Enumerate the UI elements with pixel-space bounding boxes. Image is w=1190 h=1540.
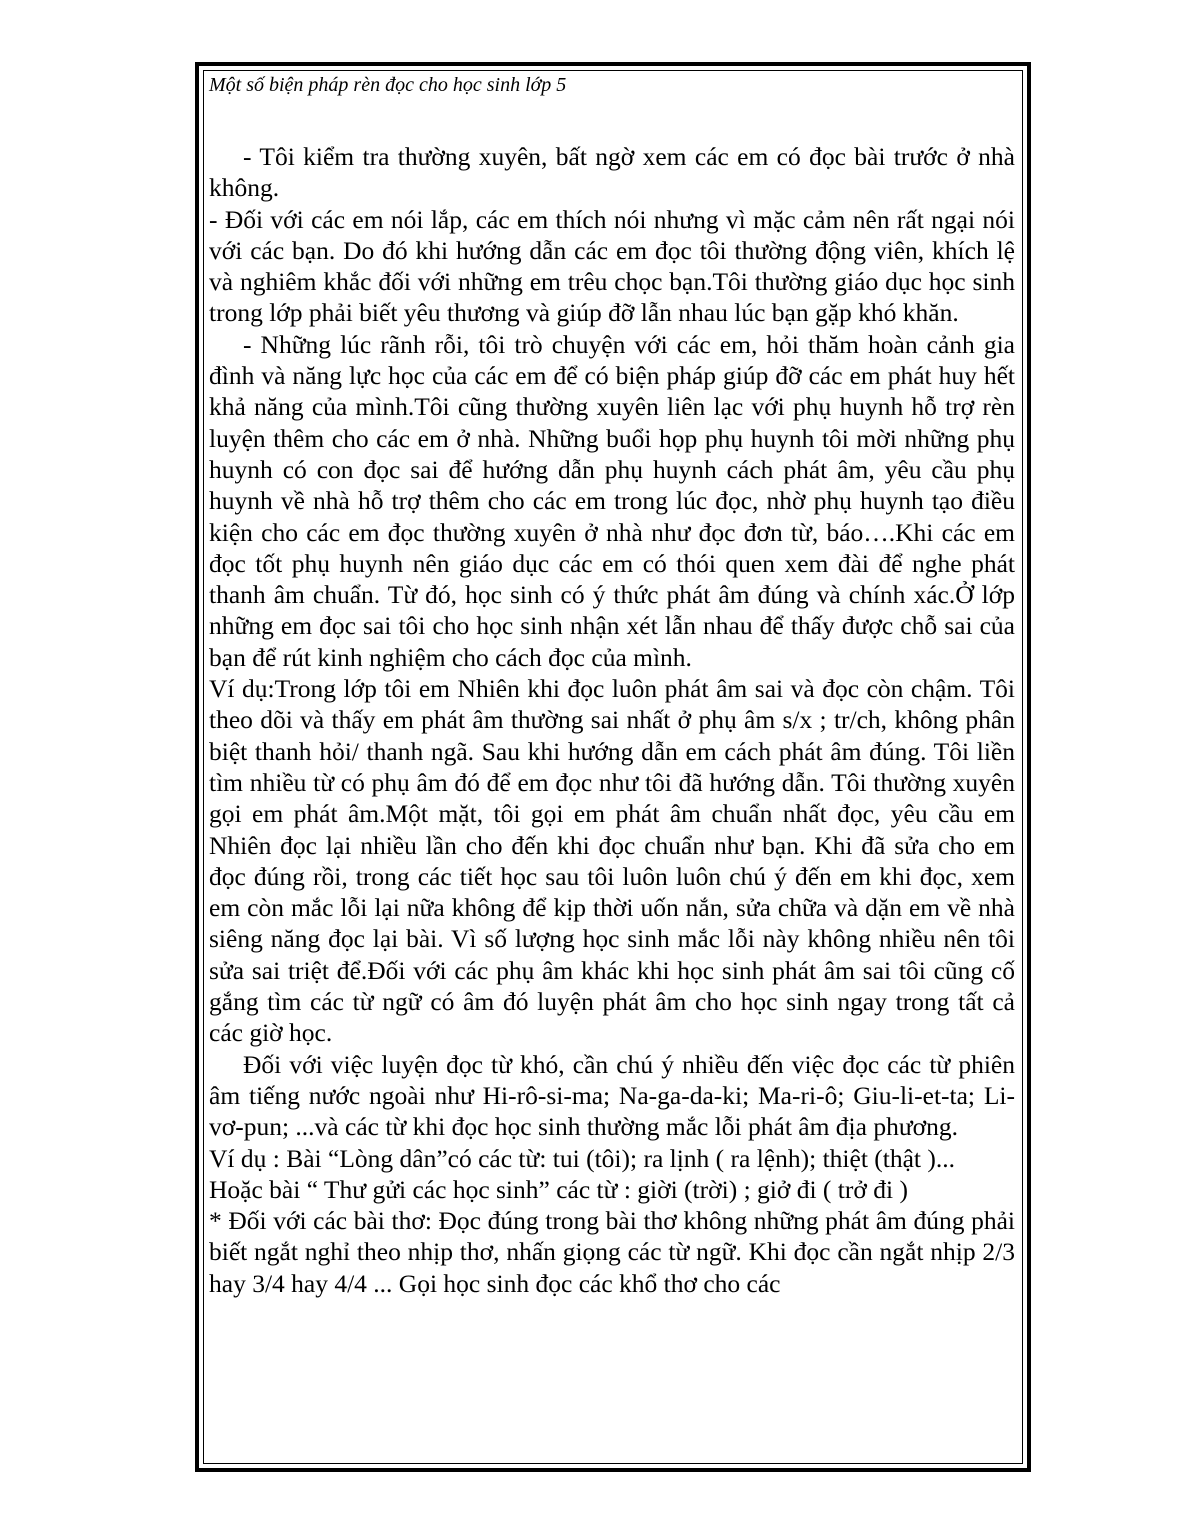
paragraph-3: - Những lúc rãnh rỗi, tôi trò chuyện với các em, hỏi thăm hoàn cảnh gia đình và năng lực học của các em để có biện pháp giúp đỡ các em phát huy hết khả năng của mình.Tôi cũng thường xuyên liên lạc với phụ huynh hỗ trợ rèn luyện thêm cho các em ở nhà. Những buổi họp phụ huynh tôi mời những phụ huynh có con đọc sai để hướng dẫn phụ huynh cách phát âm, yêu cầu phụ huynh về nhà hỗ trợ thêm cho các em trong lúc đọc, nhờ phụ huynh tạo điều kiện cho các em đọc thường xuyên ở nhà như đọc đơn từ, báo….Khi các em đọc tốt phụ huynh nên giáo dục các em có thói quen xem đài để nghe phát thanh âm chuẩn. Từ đó, học sinh có ý thức phát âm đúng và chính xác.Ở lớp những em đọc sai tôi cho học sinh nhận xét lẫn nhau để thấy được chỗ sai của bạn để rút kinh nghiệm cho cách đọc của mình. bbox=[209, 329, 1015, 672]
paragraph-2: - Đối với các em nói lắp, các em thích nói nhưng vì mặc cảm nên rất ngại nói với các bạn. Do đó khi hướng dẫn các em đọc tôi thường động viên, khích lệ và nghiêm khắc đối với những em trêu chọc bạn.Tôi thường giáo dục học sinh trong lớp phải biết yêu thương và giúp đỡ lẫn nhau lúc bạn gặp khó khăn. bbox=[209, 204, 1015, 328]
header-title: Một số biện pháp rèn đọc cho học sinh lớp 5 bbox=[209, 74, 567, 96]
paragraph-5: Đối với việc luyện đọc từ khó, cần chú ý nhiều đến việc đọc các từ phiên âm tiếng nước ngoài như Hi-rô-si-ma; Na-ga-da-ki; Ma-ri-ô; Giu-li-et-ta; Li-vơ-pun; ...và các từ khi đọc học sinh thường mắc lỗi phát âm địa phương. bbox=[209, 1049, 1015, 1142]
document-body bbox=[209, 141, 1015, 1299]
paragraph-1: - Tôi kiểm tra thường xuyên, bất ngờ xem các em có đọc bài trước ở nhà không. bbox=[209, 142, 1015, 203]
paragraph-4: Ví dụ:Trong lớp tôi em Nhiên khi đọc luôn phát âm sai và đọc còn chậm. Tôi theo dõi và thấy em phát âm thường sai nhất ở phụ âm s/x ; tr/ch, không phân biệt thanh hỏi/ thanh ngã. Sau khi hướng dẫn em cách phát âm đúng. Tôi liền tìm nhiều từ có phụ âm đó để em đọc như tôi đã hướng dẫn. Tôi thường xuyên gọi em phát âm.Một mặt, tôi gọi em phát âm chuẩn nhất đọc, yêu cầu em Nhiên đọc lại nhiều lần cho đến khi đọc chuẩn như bạn. Khi đã sửa cho em đọc đúng rồi, trong các tiết học sau tôi luôn luôn chú ý đến em khi đọc, xem em còn mắc lỗi lại nữa không để kịp thời uốn nắn, sửa chữa và dặn em về nhà siêng năng đọc lại bài. Vì số lượng học sinh mắc lỗi này không nhiều nên tôi sửa sai triệt để.Đối với các phụ âm khác khi học sinh phát âm sai tôi cũng cố gắng tìm các từ ngữ có âm đó luyện phát âm cho học sinh ngay trong tất cả các giờ học. bbox=[209, 674, 1015, 1048]
paragraph-8: * Đối với các bài thơ: Đọc đúng trong bài thơ không những phát âm đúng phải biết ngắt nghỉ theo nhịp thơ, nhấn giọng các từ ngữ. Khi đọc cần ngắt nhịp 2/3 hay 3/4 hay 4/4 ... Gọi học sinh đọc các khổ thơ cho các bbox=[209, 1206, 1015, 1298]
paragraph-7: Hoặc bài “ Thư gửi các học sinh” các từ : giời (trời) ; giở đi ( trở đi ) bbox=[209, 1174, 908, 1204]
paragraph-6: Ví dụ : Bài “Lòng dân”có các từ: tui (tôi); ra lịnh ( ra lệnh); thiệt (thật )... bbox=[209, 1143, 955, 1173]
